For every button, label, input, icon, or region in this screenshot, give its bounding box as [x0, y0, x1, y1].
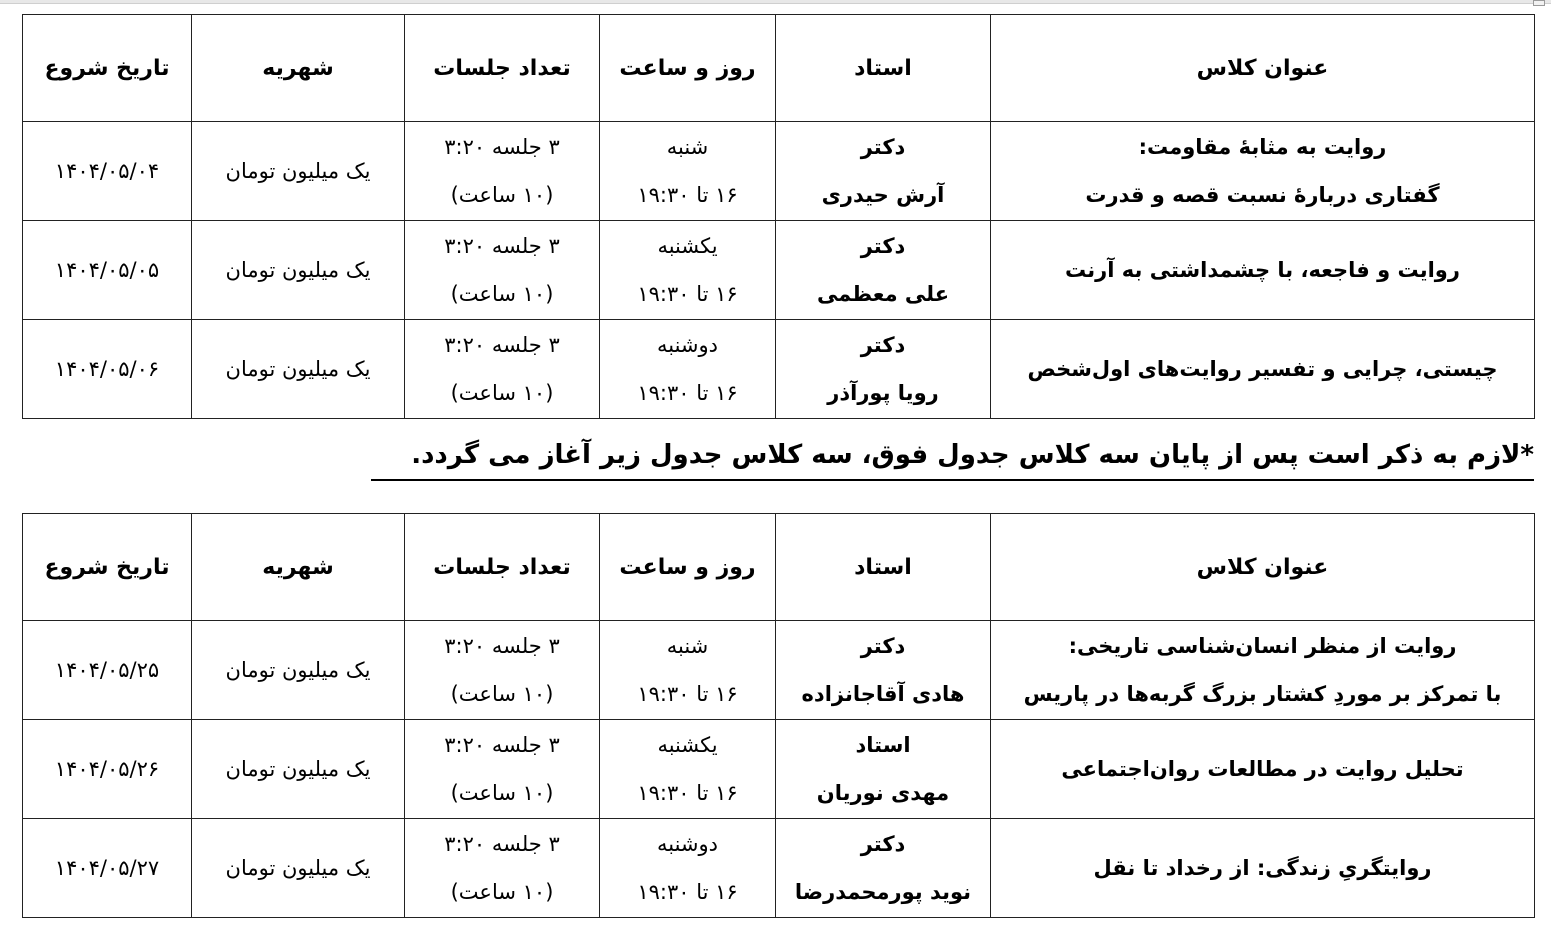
- table-header-row: [23, 514, 1535, 621]
- teacher-title: دکتر: [860, 135, 906, 159]
- sessions: ۳ جلسه ۳:۲۰: [444, 733, 560, 757]
- class-title-cell: [991, 621, 1535, 720]
- class-title-cell: [991, 819, 1535, 918]
- hours: (۱۰ ساعت): [450, 282, 554, 306]
- header-fee: شهریه: [192, 514, 405, 621]
- teacher-name: مهدی نوریان: [816, 781, 950, 805]
- class-title-line: روایت و فاجعه، با چشمداشتی به آرنت: [1065, 258, 1460, 282]
- schedule-table-second: [22, 513, 1535, 918]
- sessions-cell: [405, 819, 600, 918]
- table-row: [23, 720, 1535, 819]
- time: ۱۶ تا ۱۹:۳۰: [637, 682, 738, 706]
- sessions-cell: [405, 122, 600, 221]
- header-day-time: روز و ساعت: [600, 15, 776, 122]
- teacher-title: دکتر: [860, 634, 906, 658]
- start-date-cell: ۱۴۰۴/۰۵/۲۵: [23, 621, 192, 720]
- hours: (۱۰ ساعت): [450, 183, 554, 207]
- start-date-cell: ۱۴۰۴/۰۵/۲۷: [23, 819, 192, 918]
- schedule-table-first: [22, 14, 1535, 419]
- header-day-time: روز و ساعت: [600, 514, 776, 621]
- sessions: ۳ جلسه ۳:۲۰: [444, 333, 560, 357]
- class-title-line: گفتاری دربارهٔ نسبت قصه و قدرت: [1085, 183, 1440, 207]
- table-header-row: [23, 15, 1535, 122]
- day-time-cell: [600, 320, 776, 419]
- start-date-cell: ۱۴۰۴/۰۵/۰۶: [23, 320, 192, 419]
- table-row: [23, 819, 1535, 918]
- class-title-line: روایت به مثابهٔ مقاومت:: [1138, 135, 1387, 159]
- day: یکشنبه: [657, 234, 718, 258]
- class-title-cell: [991, 320, 1535, 419]
- day-time-cell: [600, 122, 776, 221]
- hours: (۱۰ ساعت): [450, 781, 554, 805]
- fee-cell: یک میلیون تومان: [192, 819, 405, 918]
- start-date-cell: ۱۴۰۴/۰۵/۰۴: [23, 122, 192, 221]
- header-sessions: تعداد جلسات: [405, 15, 600, 122]
- table-row: [23, 221, 1535, 320]
- hours: (۱۰ ساعت): [450, 381, 554, 405]
- teacher-cell: [776, 320, 991, 419]
- table-row: [23, 122, 1535, 221]
- sessions: ۳ جلسه ۳:۲۰: [444, 634, 560, 658]
- header-sessions: تعداد جلسات: [405, 514, 600, 621]
- schedule-note: *لازم به ذکر است پس از پایان سه کلاس جدول فوق، سه کلاس جدول زیر آغاز می گردد.: [371, 433, 1534, 481]
- time: ۱۶ تا ۱۹:۳۰: [637, 880, 738, 904]
- day: شنبه: [666, 634, 709, 658]
- class-title-cell: [991, 221, 1535, 320]
- day-time-cell: [600, 720, 776, 819]
- teacher-name: هادی آقاجانزاده: [801, 682, 965, 706]
- header-title: عنوان کلاس: [991, 514, 1535, 621]
- header-start-date: تاریخ شروع: [23, 514, 192, 621]
- sessions: ۳ جلسه ۳:۲۰: [444, 832, 560, 856]
- sessions-cell: [405, 621, 600, 720]
- time: ۱۶ تا ۱۹:۳۰: [637, 781, 738, 805]
- day: دوشنبه: [656, 832, 719, 856]
- fee-cell: یک میلیون تومان: [192, 621, 405, 720]
- day: یکشنبه: [657, 733, 718, 757]
- sessions: ۳ جلسه ۳:۲۰: [444, 135, 560, 159]
- fee-cell: یک میلیون تومان: [192, 720, 405, 819]
- teacher-name: رویا پورآذر: [827, 381, 939, 405]
- class-title-cell: [991, 720, 1535, 819]
- teacher-name: آرش حیدری: [821, 183, 945, 207]
- teacher-title: استاد: [855, 733, 911, 757]
- teacher-cell: [776, 819, 991, 918]
- sessions: ۳ جلسه ۳:۲۰: [444, 234, 560, 258]
- fee-cell: یک میلیون تومان: [192, 221, 405, 320]
- teacher-title: دکتر: [860, 234, 906, 258]
- time: ۱۶ تا ۱۹:۳۰: [637, 183, 738, 207]
- teacher-title: دکتر: [860, 832, 906, 856]
- sessions-cell: [405, 720, 600, 819]
- hours: (۱۰ ساعت): [450, 880, 554, 904]
- teacher-cell: [776, 621, 991, 720]
- teacher-title: دکتر: [860, 333, 906, 357]
- resize-handle[interactable]: [1533, 0, 1545, 6]
- class-title-line: چیستی، چرایی و تفسیر روایت‌های اول‌شخص: [1027, 357, 1498, 381]
- header-title: عنوان کلاس: [991, 15, 1535, 122]
- start-date-cell: ۱۴۰۴/۰۵/۰۵: [23, 221, 192, 320]
- fee-cell: یک میلیون تومان: [192, 122, 405, 221]
- class-title-line: تحلیل روایت در مطالعات روان‌اجتماعی: [1061, 757, 1464, 781]
- class-title-cell: [991, 122, 1535, 221]
- table-row: [23, 621, 1535, 720]
- day-time-cell: [600, 221, 776, 320]
- day: شنبه: [666, 135, 709, 159]
- header-start-date: تاریخ شروع: [23, 15, 192, 122]
- class-title-line: روایتگریِ زندگی: از رخداد تا نقل: [1093, 856, 1432, 880]
- header-teacher: استاد: [776, 15, 991, 122]
- table-row: [23, 320, 1535, 419]
- time: ۱۶ تا ۱۹:۳۰: [637, 381, 738, 405]
- class-title-line: روایت از منظر انسان‌شناسی تاریخی:: [1068, 634, 1457, 658]
- hours: (۱۰ ساعت): [450, 682, 554, 706]
- time: ۱۶ تا ۱۹:۳۰: [637, 282, 738, 306]
- teacher-name: علی معظمی: [816, 282, 950, 306]
- day-time-cell: [600, 819, 776, 918]
- day: دوشنبه: [656, 333, 719, 357]
- header-fee: شهریه: [192, 15, 405, 122]
- class-title-line: با تمرکز بر موردِ کشتار بزرگ گربه‌ها در پاریس: [1023, 682, 1502, 706]
- sessions-cell: [405, 320, 600, 419]
- teacher-cell: [776, 720, 991, 819]
- header-teacher: استاد: [776, 514, 991, 621]
- window-top-edge: [0, 0, 1551, 4]
- teacher-name: نوید پورمحمدرضا: [794, 880, 972, 904]
- day-time-cell: [600, 621, 776, 720]
- sessions-cell: [405, 221, 600, 320]
- start-date-cell: ۱۴۰۴/۰۵/۲۶: [23, 720, 192, 819]
- teacher-cell: [776, 221, 991, 320]
- fee-cell: یک میلیون تومان: [192, 320, 405, 419]
- teacher-cell: [776, 122, 991, 221]
